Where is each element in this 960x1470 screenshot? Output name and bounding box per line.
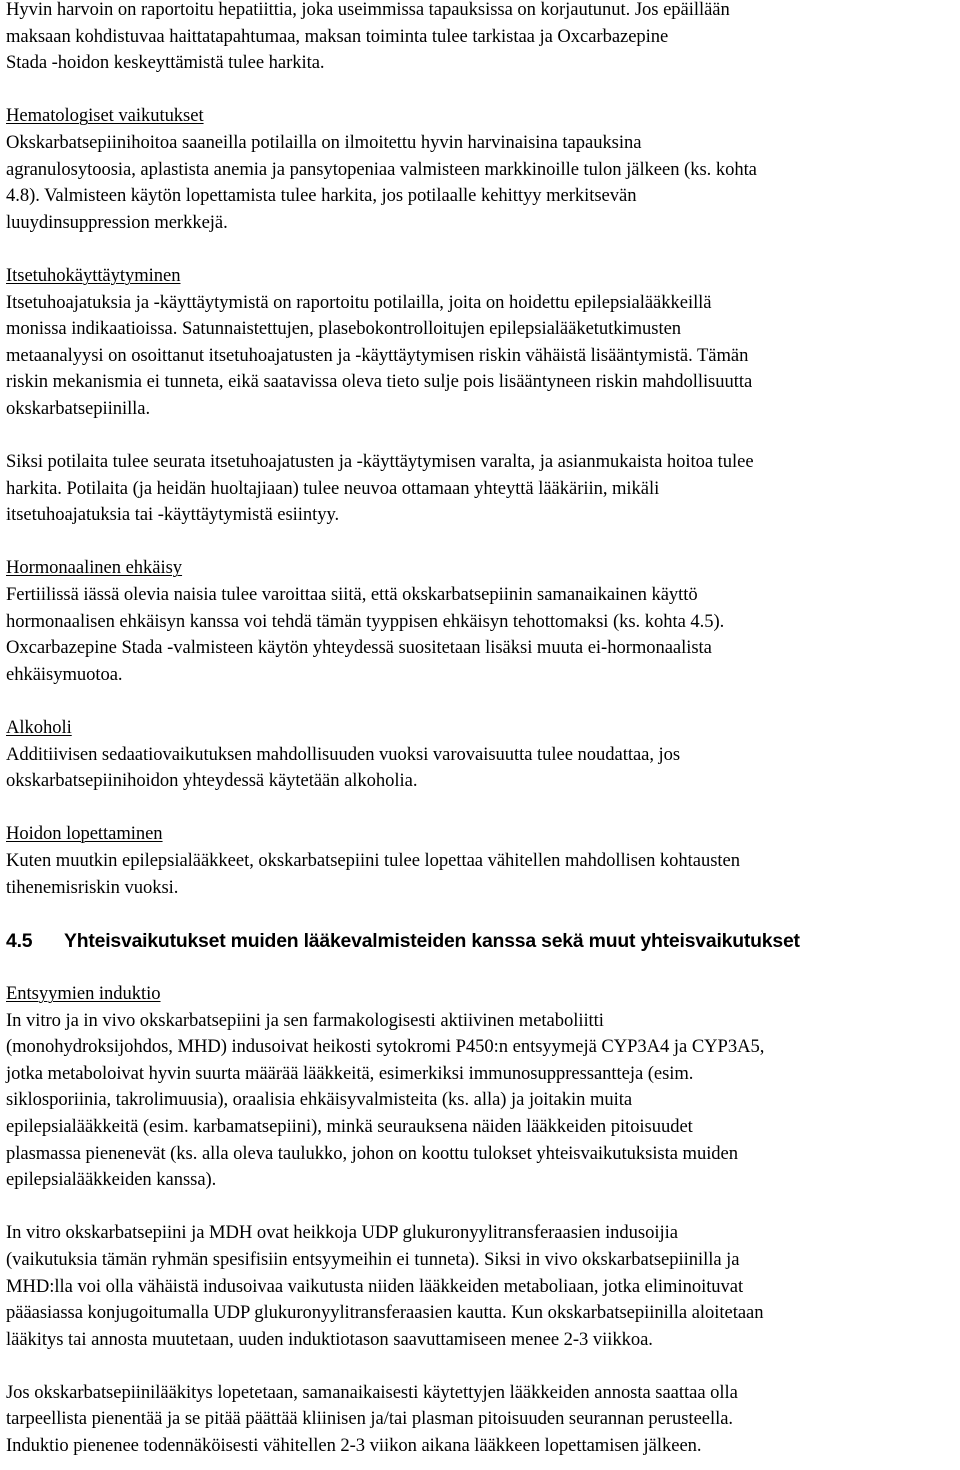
text-line: okskarbatsepiinilla. (6, 397, 151, 419)
text-line: Oxcarbazepine Stada -valmisteen käytön yhteydessä suositetaan lisäksi muuta ei-hormonaalista (6, 637, 712, 659)
spacer (6, 236, 956, 263)
enzyme-induction-section (6, 981, 956, 1194)
text-line: jotka metaboloivat hyvin suurta määrää lääkkeitä, esimerkiksi immunosuppressantteja (esim. (6, 1062, 694, 1084)
enzyme-induction-paragraph-3 (6, 1380, 956, 1460)
text-line: Stada -hoidon keskeyttämistä tulee harkita. (6, 52, 325, 74)
discontinuation-section (6, 821, 956, 901)
section-subheading: Hormonaalinen ehkäisy (6, 557, 183, 579)
spacer (6, 77, 956, 104)
spacer (6, 688, 956, 715)
hematologic-section (6, 103, 956, 236)
text-line: siklosporiinia, takrolimuusia), oraalisia ehkäisyvalmisteita (ks. alla) ja joitakin muita (6, 1089, 633, 1111)
suicidal-behaviour-paragraph-2 (6, 449, 956, 529)
section-subheading: Alkoholi (6, 717, 72, 739)
section-subheading: Hoidon lopettaminen (6, 823, 163, 845)
spacer (6, 954, 956, 981)
text-line: maksaan kohdistuvaa haittatapahtumaa, maksan toiminta tulee tarkistaa ja Oxcarbazepine (6, 25, 669, 47)
section-subheading: Hematologiset vaikutukset (6, 105, 204, 127)
suicidal-behaviour-section (6, 263, 956, 423)
text-line: MHD:lla voi olla vähäistä indusoivaa vaikutusta niiden lääkkeiden metaboliaan, jotka eliminoituvat (6, 1275, 744, 1297)
document-page (6, 0, 956, 1460)
section-subheading: Itsetuhokäyttäytyminen (6, 264, 181, 286)
text-line: tihenemisriskin vuoksi. (6, 876, 179, 898)
text-line: metaanalyysi on osoittanut itsetuhoajatusten ja -käyttäytymisen riskin vähäistä lisääntymistä. Tämän (6, 344, 749, 366)
spacer (6, 423, 956, 450)
alcohol-section (6, 715, 956, 795)
text-line: (monohydroksijohdos, MHD) indusoivat heikosti sytokromi P450:n entsyymejä CYP3A4 ja CYP3A5, (6, 1036, 765, 1058)
text-line: Hyvin harvoin on raportoitu hepatiittia, joka useimmissa tapauksissa on korjautunut. Jos epäillään (6, 0, 730, 20)
hormonal-contraception-section (6, 555, 956, 688)
spacer (6, 795, 956, 822)
section-title: Yhteisvaikutukset muiden lääkevalmisteiden kanssa sekä muut yhteisvaikutukset (64, 929, 800, 952)
section-subheading: Entsyymien induktio (6, 982, 161, 1004)
text-line: Jos okskarbatsepiinilääkitys lopetetaan, samanaikaisesti käytettyjen lääkkeiden annosta saattaa olla (6, 1381, 738, 1403)
spacer (6, 901, 956, 928)
section-number: 4.5 (6, 929, 33, 952)
spacer (6, 529, 956, 556)
text-line: ehkäisymuotoa. (6, 663, 123, 685)
text-line: okskarbatsepiinihoidon yhteydessä käytetään alkoholia. (6, 770, 418, 792)
text-line: In vitro okskarbatsepiini ja MDH ovat heikkoja UDP glukuronyylitransferaasien indusoijia (6, 1222, 678, 1244)
text-line: harkita. Potilaita (ja heidän huoltajiaan) tulee neuvoa ottamaan yhteyttä lääkäriin, mikäli (6, 477, 660, 499)
text-line: Siksi potilaita tulee seurata itsetuhoajatusten ja -käyttäytymisen varalta, ja asianmukaista hoitoa tulee (6, 451, 754, 473)
spacer (6, 1353, 956, 1380)
text-line: luuydinsuppression merkkejä. (6, 211, 228, 233)
text-line: Kuten muutkin epilepsialääkkeet, okskarbatsepiini tulee lopettaa vähitellen mahdollisen kohtausten (6, 850, 740, 871)
text-line: riskin mekanismia ei tunneta, eikä saatavissa oleva tieto sulje pois lisääntyneen riskin mahdollisuutta (6, 371, 753, 393)
text-line: epilepsialääkkeiden kanssa). (6, 1169, 217, 1191)
text-line: plasmassa pienenevät (ks. alla oleva taulukko, johon on koottu tulokset yhteisvaikutuksista muiden (6, 1142, 739, 1164)
text-line: itsetuhoajatuksia tai -käyttäytymistä esiintyy. (6, 504, 340, 526)
text-line: lääkitys tai annosta muutetaan, uuden induktiotason saavuttamiseen menee 2-3 viikkoa. (6, 1328, 653, 1350)
text-line: epilepsialääkkeitä (esim. karbamatsepiini), minkä seurauksena näiden lääkkeiden pitoisuudet (6, 1115, 693, 1137)
text-line: hormonaalisen ehkäisyn kanssa voi tehdä tämän tyyppisen ehkäisyn tehottomaksi (ks. kohta 4.5). (6, 610, 725, 632)
text-line: In vitro ja in vivo okskarbatsepiini ja sen farmakologisesti aktiivinen metaboliitti (6, 1009, 604, 1031)
text-line: Itsetuhoajatuksia ja -käyttäytymistä on raportoitu potilailla, joita on hoidettu epilepsialääkkeillä (6, 291, 712, 313)
text-line: monissa indikaatioissa. Satunnaistettujen, plasebokontrolloitujen epilepsialääketutkimusten (6, 318, 682, 340)
text-line: Fertiilissä iässä olevia naisia tulee varoittaa siitä, että okskarbatsepiinin samanaikainen käyttö (6, 584, 698, 606)
text-line: agranulosytoosia, aplastista anemia ja pansytopeniaa valmisteen markkinoille tulon jälkeen (ks. kohta (6, 158, 757, 180)
intro-paragraph (6, 0, 956, 77)
spacer (6, 1194, 956, 1221)
text-line: Additiivisen sedaatiovaikutuksen mahdollisuuden vuoksi varovaisuutta tulee noudattaa, jos (6, 743, 681, 765)
text-line: 4.8). Valmisteen käytön lopettamista tulee harkita, jos potilaalle kehittyy merkitsevän (6, 185, 637, 207)
text-line: (vaikutuksia tämän ryhmän spesifisiin entsyymeihin ei tunneta). Siksi in vivo okskarbatsepiinilla ja (6, 1248, 740, 1270)
text-line: Induktio pienenee todennäköisesti vähitellen 2-3 viikon aikana lääkkeen lopettamisen jälkeen. (6, 1435, 702, 1457)
text-line: pääasiassa konjugoitumalla UDP glukuronyylitransferaasien kautta. Kun okskarbatsepiinilla aloitetaan (6, 1302, 764, 1324)
text-line: Okskarbatsepiinihoitoa saaneilla potilailla on ilmoitettu hyvin harvinaisina tapauksina (6, 131, 642, 153)
text-line: tarpeellista pienentää ja se pitää päättää kliinisen ja/tai plasman pitoisuuden seurannan perusteella. (6, 1408, 734, 1430)
enzyme-induction-paragraph-2 (6, 1220, 956, 1353)
section-4-5-heading (6, 928, 956, 955)
